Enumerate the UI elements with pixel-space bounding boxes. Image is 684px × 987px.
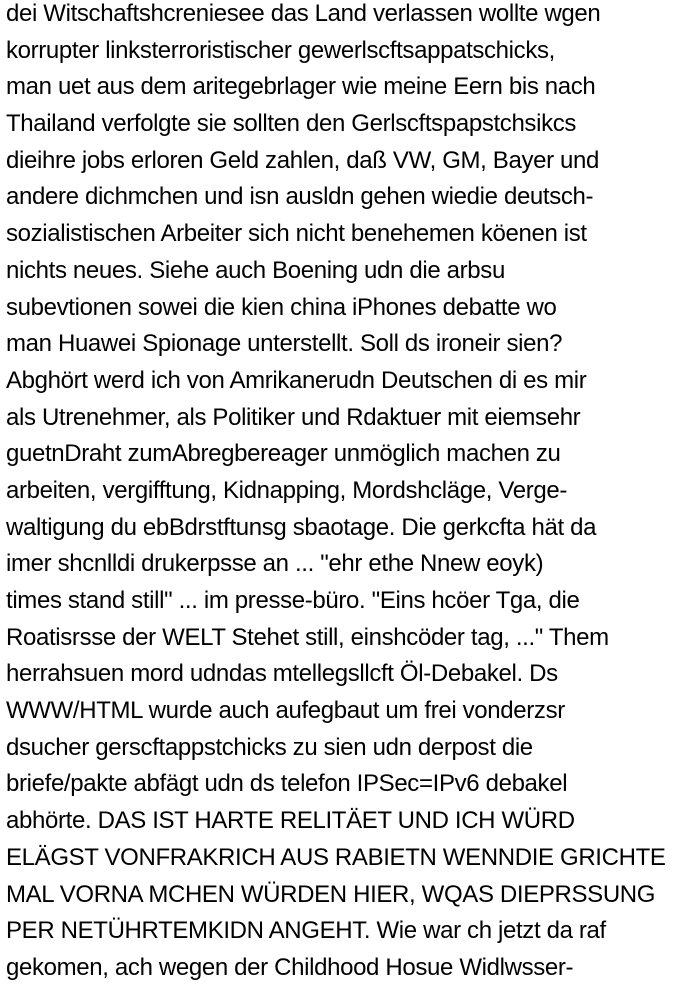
text-line-4: Thailand verfolgte sie sollten den Gerlscftspapstchsikcs <box>6 110 577 138</box>
text-line-22: briefe/pakte abfägt udn ds telefon IPSec=IPv6 debakel <box>6 770 568 798</box>
text-line-2: korrupter linksterroristischer gewerlscftsappatschicks, <box>6 36 555 64</box>
text-line-26: PER NETÜHRTEMKIDN ANGEHT. Wie war ch jetzt da raf <box>6 917 606 945</box>
text-line-3: man uet aus dem aritegebrlager wie meine Eern bis nach <box>6 73 596 101</box>
text-line-16: imer shcnlldi drukerpsse an ... "ehr ethe Nnew eoyk) <box>6 550 544 578</box>
text-line-18: Roatisrsse der WELT Stehet still, einshcöder tag, ..." Them <box>6 623 609 651</box>
text-line-19: herrahsuen mord udndas mtellegsllcft Öl-Debakel. Ds <box>6 660 558 688</box>
text-line-15: waltigung du ebBdrstftunsg sbaotage. Die gerkcfta hät da <box>6 513 597 541</box>
text-line-27: gekomen, ach wegen der Childhood Hosue Widlwsser- <box>6 953 574 981</box>
text-line-6: andere dichmchen und isn ausldn gehen wiedie deutsch- <box>6 183 594 211</box>
text-line-11: Abghört werd ich von Amrikanerudn Deutschen di es mir <box>6 366 587 394</box>
document-text <box>6 0 684 987</box>
text-line-21: dsucher gerscftappstchicks zu sien udn derpost die <box>6 733 533 761</box>
text-line-8: nichts neues. Siehe auch Boening udn die arbsu <box>6 256 505 284</box>
text-line-24: ELÄGST VONFRAKRICH AUS RABIETN WENNDIE GRICHTE <box>6 843 666 871</box>
text-line-13: guetnDraht zumAbregbereager unmöglich machen zu <box>6 440 561 468</box>
text-line-9: subevtionen sowei die kien china iPhones debatte wo <box>6 293 557 321</box>
text-line-1: dei Witschaftshcreniesee das Land verlassen wollte wgen <box>6 0 601 27</box>
text-line-12: als Utrenehmer, als Politiker und Rdaktuer mit eiemsehr <box>6 403 581 431</box>
text-line-14: arbeiten, vergifftung, Kidnapping, Mordshcläge, Verge- <box>6 476 568 504</box>
text-line-25: MAL VORNA MCHEN WÜRDEN HIER, WQAS DIEPRSSUNG <box>6 880 656 908</box>
text-line-5: dieihre jobs erloren Geld zahlen, daß VW, GM, Bayer und <box>6 146 600 174</box>
text-line-23: abhörte. DAS IST HARTE RELITÄET UND ICH WÜRD <box>6 807 575 835</box>
text-line-10: man Huawei Spionage unterstellt. Soll ds ironeir sien? <box>6 330 563 358</box>
text-line-20: WWW/HTML wurde auch aufegbaut um frei vonderzsr <box>6 697 565 725</box>
text-line-17: times stand still" ... im presse-büro. "Eins hcöer Tga, die <box>6 587 580 614</box>
text-line-7: sozialistischen Arbeiter sich nicht benehemen köenen ist <box>6 220 587 248</box>
